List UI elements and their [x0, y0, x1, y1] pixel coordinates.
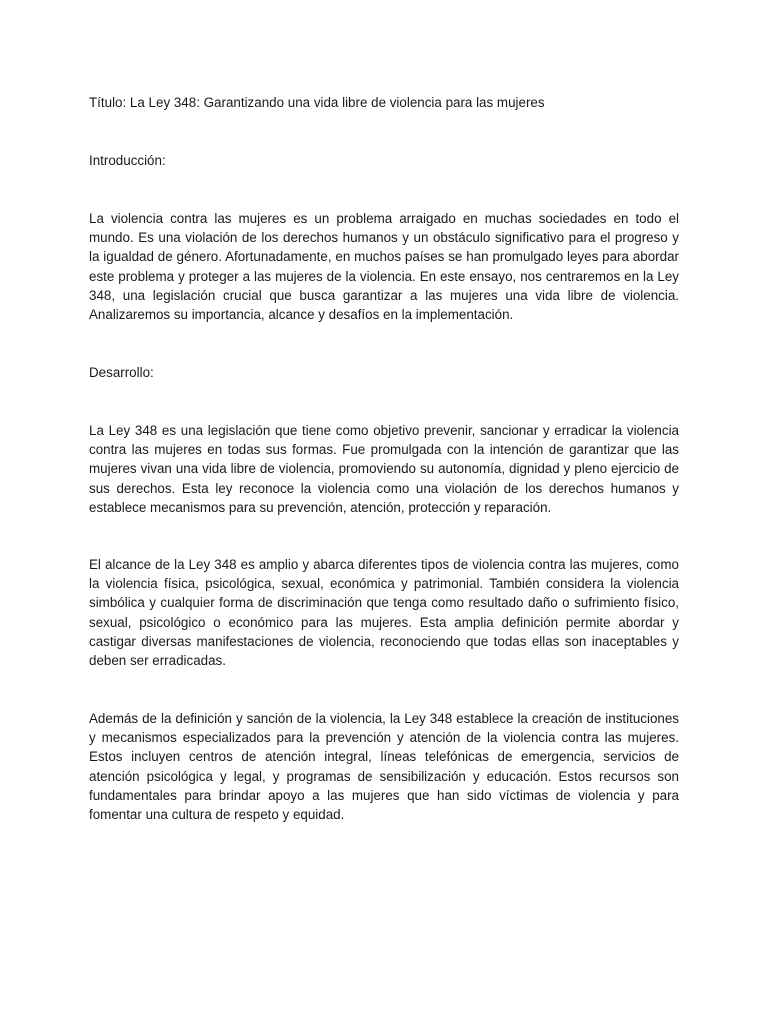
- section-heading-desarrollo: Desarrollo:: [89, 365, 154, 380]
- paragraph-desarrollo-1: La Ley 348 es una legislación que tiene como objetivo prevenir, sancionar y erradicar la violencia contra las mujeres en todas sus formas. Fue promulgada con la intención de garantizar que las mujeres vivan una vida libre de violencia, promoviendo su autonomía, dignidad y pleno ejercicio de sus derechos. Esta ley reconoce la violencia como una violación de los derechos humanos y establece mecanismos para su prevención, atención, protección y reparación.: [89, 423, 679, 515]
- paragraph-desarrollo-2: El alcance de la Ley 348 es amplio y abarca diferentes tipos de violencia contra las mujeres, como la violencia física, psicológica, sexual, económica y patrimonial. También considera la violencia simbólica y cualquier forma de discriminación que tenga como resultado daño o sufrimiento físico, sexual, psicológico o económico para las mujeres. Esta amplia definición permite abordar y castigar diversas manifestaciones de violencia, reconociendo que todas ellas son inaceptables y deben ser erradicadas.: [89, 557, 679, 669]
- paragraph-desarrollo-3: Además de la definición y sanción de la violencia, la Ley 348 establece la creación de instituciones y mecanismos especializados para la prevención y atención de la violencia contra las mujeres. Estos incluyen centros de atención integral, líneas telefónicas de emergencia, servicios de atención psicológica y legal, y programas de sensibilización y educación. Estos recursos son fundamentales para brindar apoyo a las mujeres que han sido víctimas de violencia y para fomentar una cultura de respeto y equidad.: [89, 711, 679, 823]
- document-title: Título: La Ley 348: Garantizando una vida libre de violencia para las mujeres: [89, 95, 545, 110]
- paragraph-introduccion: La violencia contra las mujeres es un problema arraigado en muchas sociedades en todo el mundo. Es una violación de los derechos humanos y un obstáculo significativo para el progreso y la igualdad de género. Afortunadamente, en muchos países se han promulgado leyes para abordar este problema y proteger a las mujeres de la violencia. En este ensayo, nos centraremos en la Ley 348, una legislación crucial que busca garantizar a las mujeres una vida libre de violencia. Analizaremos su importancia, alcance y desafíos en la implementación.: [89, 211, 679, 323]
- document-page: [89, 0, 679, 1024]
- section-heading-introduccion: Introducción:: [89, 153, 166, 168]
